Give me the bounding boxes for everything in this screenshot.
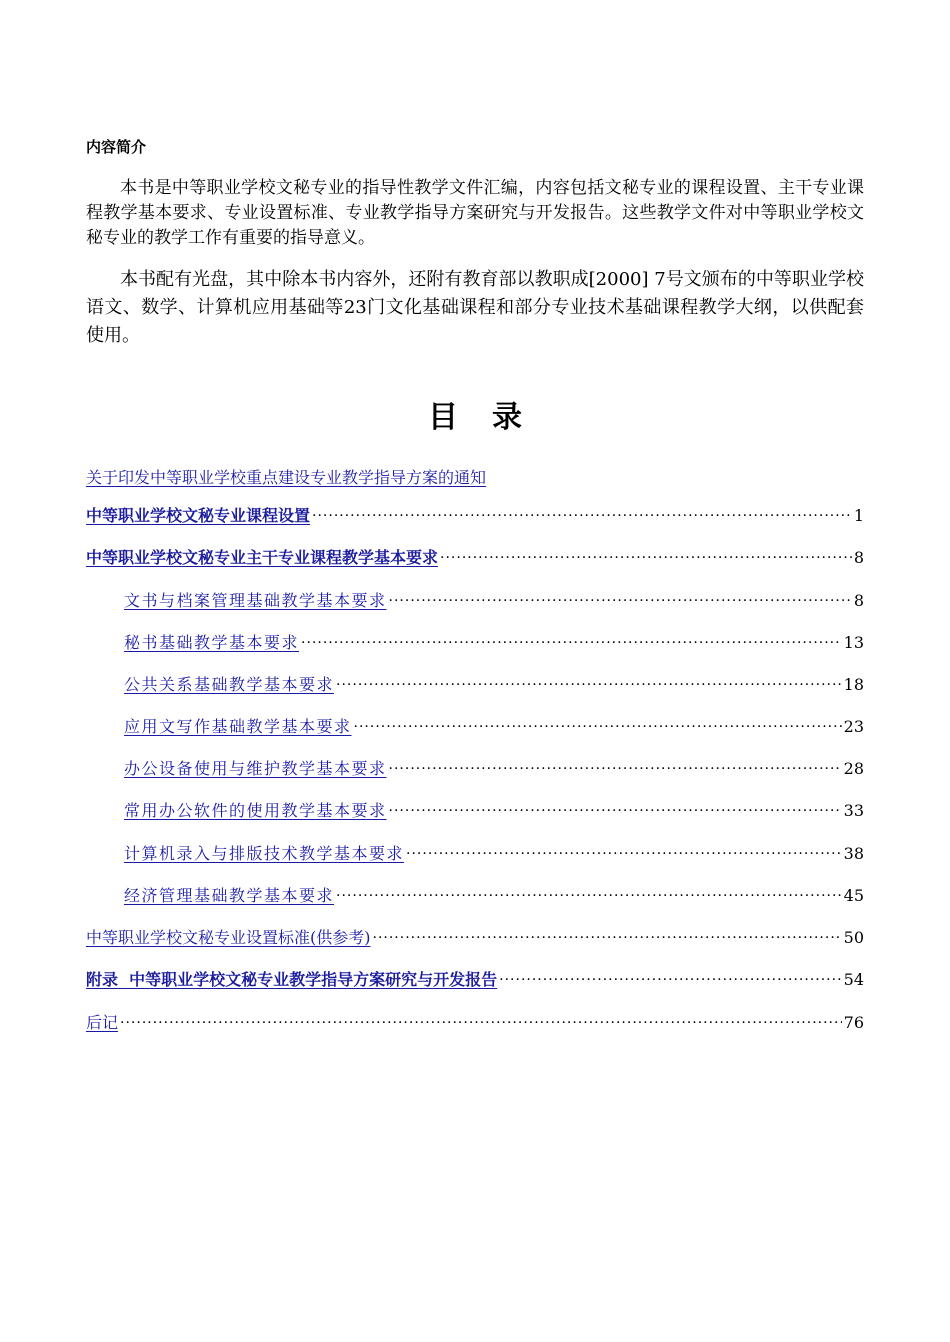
toc-entry-label[interactable]: 应用文写作基础教学基本要求 — [124, 717, 352, 736]
toc-entry-curriculum[interactable] — [86, 504, 864, 528]
toc-page-number: 76 — [843, 1013, 864, 1032]
toc-leader-dots — [389, 799, 842, 823]
toc-entry-economic-management[interactable] — [124, 884, 864, 908]
toc-entry-label[interactable]: 中等职业学校文秘专业课程设置 — [86, 506, 311, 525]
toc-page-number: 50 — [843, 928, 864, 947]
toc-leader-dots — [312, 504, 852, 528]
toc-leader-dots — [389, 757, 842, 781]
toc-entry-setup-standard[interactable] — [86, 926, 864, 950]
toc-page-number: 28 — [843, 759, 864, 778]
toc-entry-label[interactable]: 后记 — [86, 1013, 119, 1032]
intro-paragraph-1: 本书是中等职业学校文秘专业的指导性教学文件汇编，内容包括文秘专业的课程设置、主干专业课程教学基本要求、专业设置标准、专业教学指导方案研究与开发报告。这些教学文件对中等职业学校文秘专业的教学工作有重要的指导意义。 — [86, 178, 864, 248]
toc-leader-dots — [120, 1011, 842, 1035]
toc-page-number: 45 — [843, 886, 864, 905]
toc-entry-appendix-report[interactable] — [86, 968, 864, 992]
toc-entry-afterword[interactable] — [86, 1011, 864, 1035]
toc-entry-public-relations[interactable] — [124, 673, 864, 697]
toc-leader-dots — [336, 673, 842, 697]
toc-leader-dots — [301, 631, 842, 655]
toc-entry-typing-layout[interactable] — [124, 842, 864, 866]
toc-page-number: 13 — [843, 633, 864, 652]
intro-paragraph-2: 本书配有光盘，其中除本书内容外，还附有教育部以教职成[2000] 7号文颁布的中等职业学校语文、数学、计算机应用基础等23门文化基础课程和部分专业技术基础课程教学大纲，以供配套使用。 — [86, 269, 864, 346]
toc-leader-dots — [354, 715, 842, 739]
toc-page-number: 8 — [853, 548, 864, 567]
toc-leader-dots — [440, 546, 852, 570]
toc-entry-label[interactable]: 秘书基础教学基本要求 — [124, 633, 300, 652]
toc-entry-applied-writing[interactable] — [124, 715, 864, 739]
toc-entry-documents-archives[interactable] — [124, 589, 864, 613]
toc-page-number: 8 — [853, 591, 864, 610]
toc-title: 目录 — [428, 400, 556, 435]
toc-entry-core-requirements[interactable] — [86, 546, 864, 570]
toc-page-number: 33 — [843, 801, 864, 820]
toc-leader-dots — [406, 842, 842, 866]
toc-entry-label[interactable]: 公共关系基础教学基本要求 — [124, 675, 335, 694]
toc-entry-label[interactable]: 常用办公软件的使用教学基本要求 — [124, 801, 387, 820]
toc-entry-label[interactable]: 附录 中等职业学校文秘专业教学指导方案研究与开发报告 — [86, 970, 498, 989]
toc-page-number: 23 — [843, 717, 864, 736]
toc-entry-secretary-basics[interactable] — [124, 631, 864, 655]
toc-entry-label[interactable]: 关于印发中等职业学校重点建设专业教学指导方案的通知 — [86, 468, 487, 487]
toc-entry-label[interactable]: 中等职业学校文秘专业设置标准(供参考) — [86, 928, 371, 947]
toc-entry-label[interactable]: 计算机录入与排版技术教学基本要求 — [124, 844, 405, 863]
toc-entry-office-software[interactable] — [124, 799, 864, 823]
toc-page-number: 18 — [843, 675, 864, 694]
toc-leader-dots — [373, 926, 842, 950]
toc-leader-dots — [336, 884, 842, 908]
toc-entry-label[interactable]: 办公设备使用与维护教学基本要求 — [124, 759, 387, 778]
toc-entry-label[interactable]: 经济管理基础教学基本要求 — [124, 886, 335, 905]
toc-page-number: 38 — [843, 844, 864, 863]
toc-entry-label[interactable]: 中等职业学校文秘专业主干专业课程教学基本要求 — [86, 548, 439, 567]
toc-entry-notice[interactable] — [86, 466, 864, 490]
toc-entry-label[interactable]: 文书与档案管理基础教学基本要求 — [124, 591, 387, 610]
toc-page-number: 54 — [843, 970, 864, 989]
toc-leader-dots — [499, 968, 841, 992]
toc-entry-office-equipment[interactable] — [124, 757, 864, 781]
intro-heading: 内容简介 — [86, 138, 147, 156]
toc-page-number: 1 — [853, 506, 864, 525]
toc-leader-dots — [389, 589, 852, 613]
